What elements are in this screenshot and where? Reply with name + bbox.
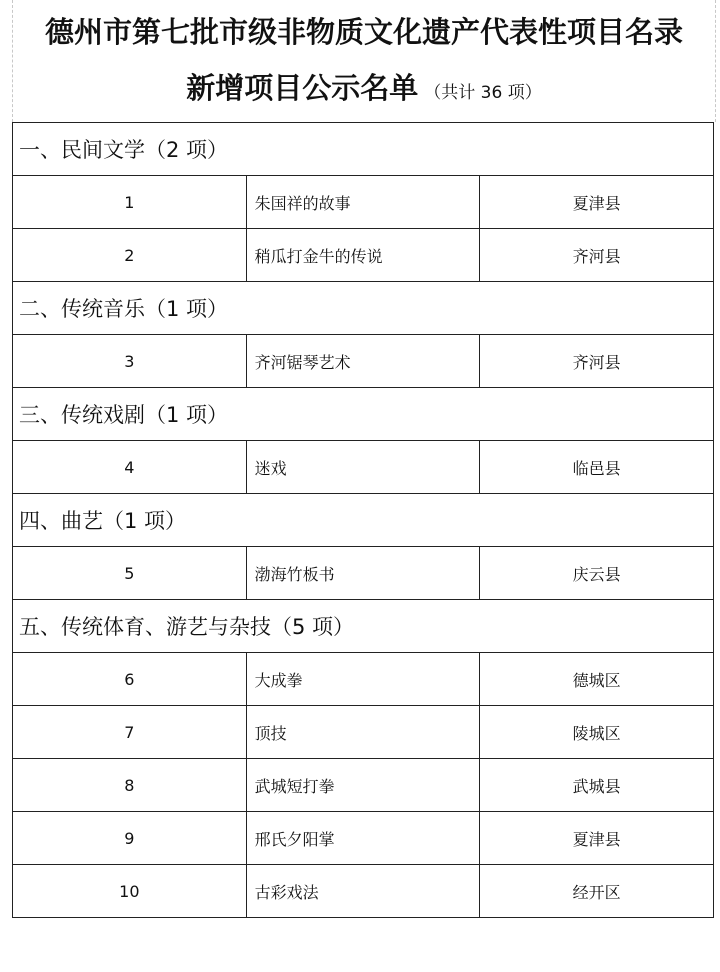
item-location: 庆云县: [480, 547, 714, 600]
category-heading: 一、民间文学（2 项）: [13, 123, 714, 176]
table-row: [13, 759, 714, 812]
item-number: 9: [13, 812, 247, 865]
item-number: 3: [13, 335, 247, 388]
subtitle-text: 新增项目公示名单: [186, 71, 419, 105]
document-header: [12, 0, 716, 122]
item-number: 4: [13, 441, 247, 494]
item-number: 8: [13, 759, 247, 812]
item-number: 7: [13, 706, 247, 759]
item-name: 迷戏: [246, 441, 480, 494]
category-row: [13, 123, 714, 176]
item-location: 陵城区: [480, 706, 714, 759]
item-location: 经开区: [480, 865, 714, 918]
table-row: [13, 653, 714, 706]
item-name: 顶技: [246, 706, 480, 759]
category-row: [13, 494, 714, 547]
category-heading: 三、传统戏剧（1 项）: [13, 388, 714, 441]
item-number: 5: [13, 547, 247, 600]
item-number: 1: [13, 176, 247, 229]
category-heading: 四、曲艺（1 项）: [13, 494, 714, 547]
category-heading: 五、传统体育、游艺与杂技（5 项）: [13, 600, 714, 653]
item-number: 10: [13, 865, 247, 918]
item-name: 古彩戏法: [246, 865, 480, 918]
category-heading: 二、传统音乐（1 项）: [13, 282, 714, 335]
item-name: 大成拳: [246, 653, 480, 706]
item-name: 齐河锯琴艺术: [246, 335, 480, 388]
table-row: [13, 865, 714, 918]
item-location: 齐河县: [480, 335, 714, 388]
item-number: 2: [13, 229, 247, 282]
item-location: 夏津县: [480, 176, 714, 229]
project-list-table: [12, 122, 714, 918]
item-location: 临邑县: [480, 441, 714, 494]
page-title: 德州市第七批市级非物质文化遗产代表性项目名录: [44, 15, 683, 49]
item-name: 稍瓜打金牛的传说: [246, 229, 480, 282]
table-row: [13, 812, 714, 865]
page-subtitle: [13, 62, 715, 119]
item-location: 夏津县: [480, 812, 714, 865]
table-row: [13, 441, 714, 494]
item-name: 渤海竹板书: [246, 547, 480, 600]
item-location: 齐河县: [480, 229, 714, 282]
item-name: 武城短打拳: [246, 759, 480, 812]
table-row: [13, 547, 714, 600]
count-note: （共计 36 项）: [424, 83, 542, 103]
table-row: [13, 335, 714, 388]
item-number: 6: [13, 653, 247, 706]
table-row: [13, 229, 714, 282]
table-row: [13, 706, 714, 759]
category-row: [13, 388, 714, 441]
item-name: 朱国祥的故事: [246, 176, 480, 229]
category-row: [13, 282, 714, 335]
item-location: 武城县: [480, 759, 714, 812]
category-row: [13, 600, 714, 653]
table-row: [13, 176, 714, 229]
item-location: 德城区: [480, 653, 714, 706]
item-name: 邢氏夕阳掌: [246, 812, 480, 865]
